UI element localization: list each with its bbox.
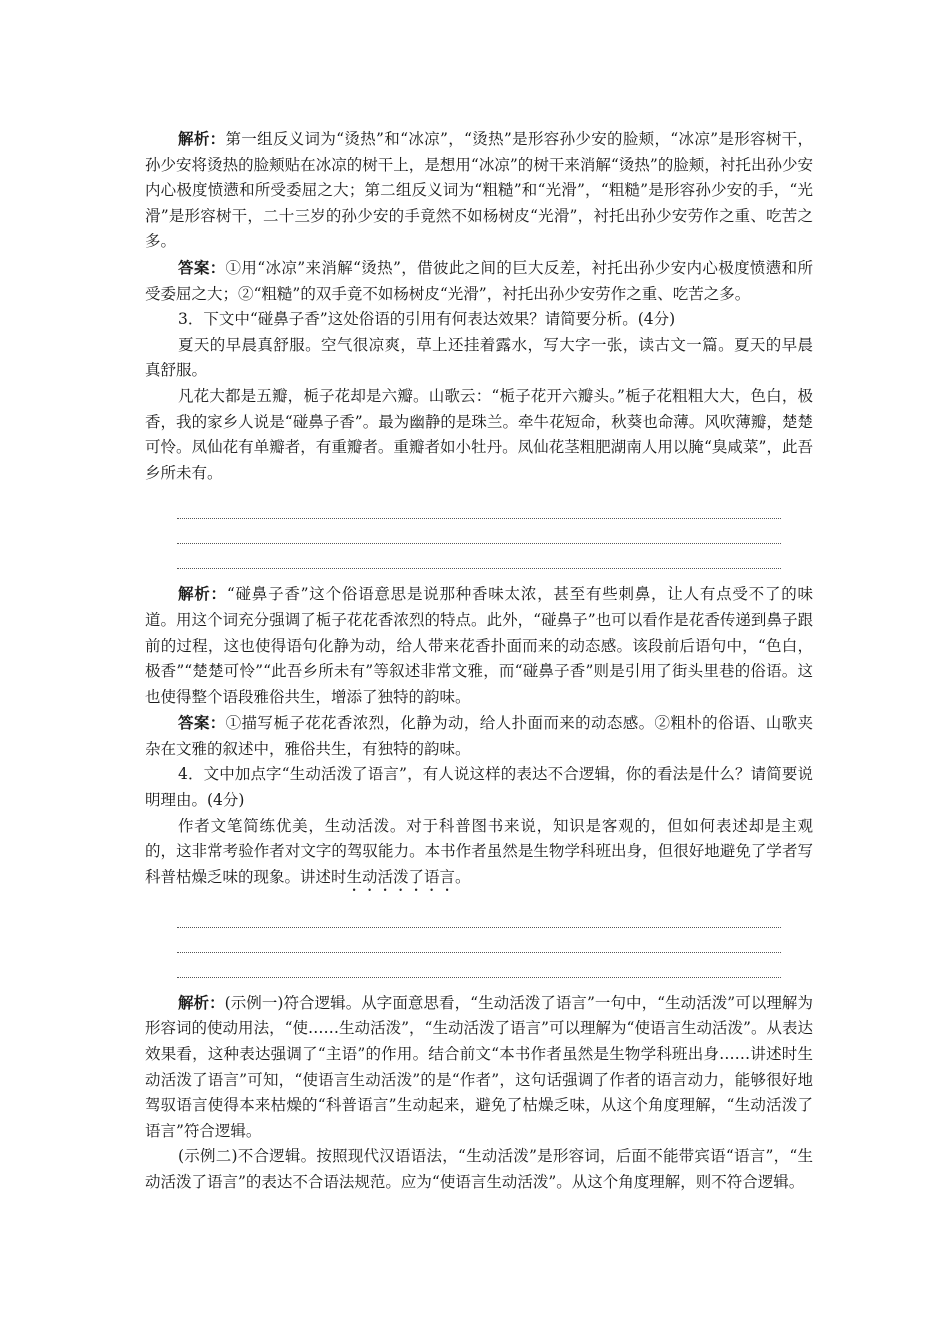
q4-passage-end: 。 [455,867,471,886]
answer-line[interactable] [177,544,781,569]
answer-line[interactable] [177,903,781,928]
analysis-text: “碰鼻子香”这个俗语意思是说那种香味太浓，甚至有些刺鼻，让人有点受不了的味道。用这个词充分强调了栀子花花香浓烈的特点。此外，“碰鼻子”也可以看作是花香传递到鼻子跟前的过程，这也使得语句化静为动，给人带来花香扑面而来的动态感。该段前后语句中，“色白，极香”“楚楚可怜”“此吾乡所未有”等叙述非常文雅，而“碰鼻子香”则是引用了街头里巷的俗语。这也使得整个语段雅俗共生，增添了独特的韵味。 [145,585,813,706]
answer-label: 答案： [178,713,226,733]
q4-passage [145,814,813,895]
example-2-paragraph: (示例二)不合逻辑。按照现代汉语语法，“生动活泼”是形容词，后面不能带宾语“语言”，“生动活泼了语言”的表达不合语法规范。应为“使语言生动活泼”。从这个角度理解，则不符合逻辑。 [145,1147,813,1191]
analysis-label: 解析： [178,992,225,1012]
answer-label: 答案： [178,257,226,277]
answer-text: ①用“冰凉”来消解“烫热”，借彼此之间的巨大反差，衬托出孙少安内心极度愤懑和所受委屈之大；②“粗糙”的双手竟不如杨树皮“光滑”，衬托出孙少安劳作之重、吃苦之多。 [145,258,813,303]
analysis-label: 解析： [178,584,227,604]
answer-text: ①描写栀子花花香浓烈，化静为动，给人扑面而来的动态感。②粗朴的俗语、山歌夹杂在文雅的叙述中，雅俗共生，有独特的韵味。 [145,714,813,758]
analysis-text: 第一组反义词为“烫热”和“冰凉”，“烫热”是形容孙少安的脸颊，“冰凉”是形容树干，孙少安将烫热的脸颊贴在冰凉的树干上，是想用“冰凉”的树干来消解“烫热”的脸颊，衬托出孙少安内心极度愤懑和所受委屈之大；第二组反义词为“粗糙”和“光滑”，“粗糙”是形容孙少安的手，“光滑”是形容树干，二十三岁的孙少安的手竟然不如杨树皮“光滑”，衬托出孙少安劳作之重、吃苦之多。 [145,130,813,251]
q3-passage-paragraph-1: 夏天的早晨真舒服。空气很凉爽，草上还挂着露水，写大字一张，读古文一篇。夏天的早晨真舒服。 [145,335,813,380]
analysis-label: 解析： [178,129,226,148]
q4-answer-lines[interactable] [145,903,813,978]
q3-passage-paragraph-2: 凡花大都是五瓣，栀子花却是六瓣。山歌云：“栀子花开六瓣头。”栀子花粗粗大大，色白，极香，我的家乡人说是“碰鼻子香”。最为幽静的是珠兰。牵牛花短命，秋葵也命薄。风吹薄瓣，楚楚可怜。凤仙花有单瓣者，有重瓣者。重瓣者如小牡丹。凤仙花茎粗肥湖南人用以腌“臭咸菜”，此吾乡所未有。 [145,386,813,482]
answer-line[interactable] [177,928,781,953]
q3-answer-lines[interactable] [145,494,813,569]
analysis-text: (示例一)符合逻辑。从字面意思看，“生动活泼了语言”一句中，“生动活泼”可以理解为形容词的使动用法，“使……生动活泼”，“生动活泼了语言”可以理解为“使语言生动活泼”。从表达效果看，这种表达强调了“主语”的作用。结合前文“本书作者虽然是生物学科班出身……讲述时生动活泼了语言”可知，“使语言生动活泼”的是“作者”，这句话强调了作者的语言动力，能够很好地驾驭语言使得本来枯燥的“科普语言”生动起来，避免了枯燥乏味，从这个角度理解，“生动活泼了语言”符合逻辑。 [145,993,813,1140]
dotted-phrase: 生动活泼了语言 [346,867,456,886]
answer-paragraph-3 [145,710,813,762]
q4-passage-text: 作者文笔简练优美，生动活泼。对于科普图书来说，知识是客观的，但如何表述却是主观的，这非常考验作者对文字的驾驭能力。本书作者虽然是生物学科班出身，但很好地避免了学者写科普枯燥乏味的现象。讲述时 [145,816,813,886]
answer-line[interactable] [177,519,781,544]
analysis-paragraph-1 [145,126,813,255]
document-page [145,126,813,1196]
question-4: 4．文中加点字“生动活泼了语言”，有人说这样的表达不合逻辑，你的看法是什么？请简要说明理由。(4分) [145,765,813,810]
answer-line[interactable] [177,953,781,978]
answer-line[interactable] [177,494,781,519]
analysis-paragraph-4 [145,990,813,1145]
question-3: 3．下文中“碰鼻子香”这处俗语的引用有何表达效果？请简要分析。(4分) [178,310,676,329]
analysis-paragraph-3 [145,581,813,710]
answer-paragraph-1 [145,255,813,307]
